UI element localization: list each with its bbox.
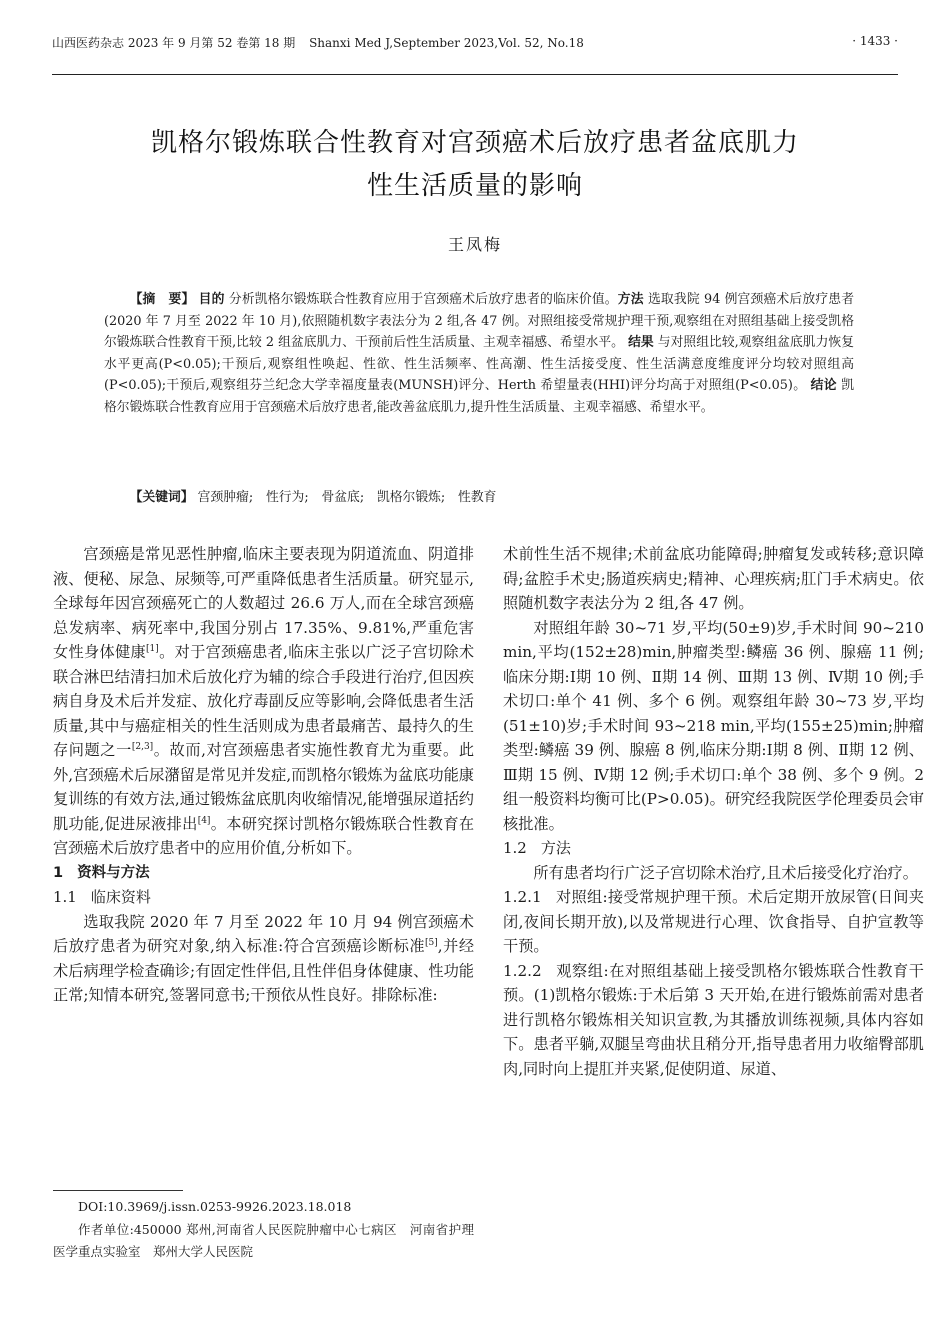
- left-column: [53, 542, 474, 1008]
- intro-paragraph: [53, 542, 474, 861]
- methods-paragraph: 所有患者均行广泛子宫切除术治疗,且术后接受化疗治疗。: [533, 863, 918, 882]
- section-1-1-heading: [53, 885, 474, 910]
- doi-footnote: [53, 1196, 474, 1218]
- clinical-paragraph: [53, 910, 474, 1008]
- results-label: 结果: [628, 335, 654, 351]
- citation-3: [4]: [197, 815, 211, 826]
- keywords-text: 宫颈肿瘤; 性行为; 骨盆底; 凯格尔锻炼; 性教育: [197, 490, 497, 505]
- section-1-heading: [53, 861, 474, 886]
- intro-text-d: 。本研究探讨凯格尔锻炼联合性教育在宫颈癌术后放疗患者中的应用价值,分析如下。: [53, 814, 475, 857]
- section-1-2-title: 方法: [540, 839, 571, 857]
- section-1-title: 资料与方法: [77, 864, 150, 881]
- section-1-2-1: [503, 885, 924, 959]
- section-1-2-number: 1.2: [503, 839, 527, 857]
- results-text: 与对照组比较,观察组盆底肌力恢复水平更高(P<0.05);干预后,观察组性唤起、性欲、性生活频率、性高潮、性生活接受度、性生活满意度维度评分均较对照组高(P<0.05);干预后,观察组芬兰纪念大学幸福度量表(MUNSH)评分、Herth 希望量表(HHI)评分均高于对照组(P<0.05)。: [104, 335, 854, 394]
- section-1-2-2: [503, 959, 924, 1082]
- methods-text: 选取我院 94 例宫颈癌术后放疗患者(2020 年 7 月至 2022 年 10 月),依照随机数字表法分为 2 组,各 47 例。对照组接受常规护理干预,观察组在对照组基础上接受凯格尔锻炼联合性教育干预,比较 2 组盆底肌力、干预前后性生活质量、主观幸福感、希望水平。: [104, 292, 855, 351]
- intro-text-b: 。对于宫颈癌患者,临床主张以广泛子宫切除术联合淋巴结清扫加术后放化疗为辅的综合手段进行治疗,但因疾病自身及术后并发症、放化疗毒副反应等影响,会降低患者生活质量,其中与癌症相关的性生活则成为患者最痛苦、最持久的生存问题之一: [53, 643, 475, 759]
- section-1-1-title: 临床资料: [90, 888, 151, 906]
- section-1-number: 1: [53, 864, 64, 881]
- objective-text: 分析凯格尔锻炼联合性教育应用于宫颈癌术后放疗患者的临床价值。: [228, 292, 618, 307]
- title-line-1: 凯格尔锻炼联合性教育对宫颈癌术后放疗患者盆底肌力: [150, 128, 799, 158]
- journal-cn: 山西医药杂志 2023 年 9 月第 52 卷第 18 期: [52, 36, 296, 50]
- journal-info: [52, 34, 594, 51]
- section-1-1-number: 1.1: [53, 888, 77, 906]
- article-title: [60, 122, 890, 208]
- clinical-text-b: ,并经术后病理学检查确诊;有固定性伴侣,且性伴侣身体健康、性功能正常;知情本研究,签署同意书;干预依从性良好。排除标准:: [53, 937, 475, 1004]
- clinical-text-a: 选取我院 2020 年 7 月至 2022 年 10 月 94 例宫颈癌术后放疗患者为研究对象,纳入标准:符合宫颈癌诊断标准: [53, 912, 474, 955]
- groups-paragraph: 对照组年龄 30~71 岁,平均(50±9)岁,手术时间 90~210 min,平均(152±28)min,肿瘤类型:鳞癌 36 例、腺癌 11 例;临床分期:Ⅰ期 10 例、Ⅱ期 14 例、Ⅲ期 13 例、Ⅳ期 10 例;手术切口:单个 41 例、多个 6 例。观察组年龄 30~73 岁,平均(51±10)岁;手术时间 93~218 min,平均(155±25)min;肿瘤类型:鳞癌 39 例、腺癌 8 例,临床分期:Ⅰ期 8 例、Ⅱ期 12 例、Ⅲ期 15 例、Ⅳ期 12 例;手术切口:单个 38 例、多个 9 例。2 组一般资料均衡可比(P>0.05)。研究经我院医学伦理委员会审核批准。: [503, 618, 924, 833]
- methods-label: 方法: [617, 292, 644, 307]
- keywords: [104, 487, 854, 509]
- section-1-2-1-number: 1.2.1: [503, 888, 542, 906]
- objective-label: 目的: [198, 292, 225, 307]
- affiliation-footnote: 作者单位:450000 郑州,河南省人民医院肿瘤中心七病区 河南省护理医学重点实验室 郑州大学人民医院: [53, 1222, 474, 1259]
- title-line-2: 性生活质量的影响: [366, 171, 583, 201]
- right-column: [503, 542, 924, 1081]
- running-header: [52, 34, 898, 75]
- section-1-2-2-number: 1.2.2: [503, 961, 542, 980]
- conclusion-text: 凯格尔锻炼联合性教育应用于宫颈癌术后放疗患者,能改善盆底肌力,提升性生活质量、主观幸福感、希望水平。: [104, 378, 854, 415]
- author-name: 王凤梅: [447, 235, 502, 254]
- citation-2: [2,3]: [131, 741, 154, 752]
- section-1-2-1-text: 对照组:接受常规护理干预。术后定期开放尿管(日间夹闭,夜间长期开放),以及常规进行心理、饮食指导、自护宣教等干预。: [503, 888, 924, 955]
- footnote-rule: [53, 1190, 183, 1191]
- keywords-label: 【关键词】: [129, 490, 194, 505]
- abstract: [104, 289, 854, 419]
- intro-text-a: 宫颈癌是常见恶性肿瘤,临床主要表现为阴道流血、阴道排液、便秘、尿急、尿频等,可严重降低患者生活质量。研究显示,全球每年因宫颈癌死亡的人数超过 26.6 万人,而在全球宫颈癌总发病率、病死率中,我国分别占 17.35%、9.81%,严重危害女性身体健康: [53, 545, 474, 661]
- abstract-label: 【摘 要】: [129, 292, 195, 307]
- citation-1: [1]: [146, 643, 159, 654]
- page-number: · 1433 ·: [852, 34, 898, 48]
- conclusion-label: 结论: [810, 378, 837, 394]
- exclusion-paragraph: 术前性生活不规律;术前盆底功能障碍;肿瘤复发或转移;意识障碍;盆腔手术史;肠道疾病史;精神、心理疾病;肛门手术病史。依照随机数字表法分为 2 组,各 47 例。: [503, 545, 924, 612]
- section-1-2-2-text: 观察组:在对照组基础上接受凯格尔锻炼联合性教育干预。(1)凯格尔锻炼:于术后第 3 天开始,在进行锻炼前需对患者进行凯格尔锻炼相关知识宣教,为其播放训练视频,具体内容如下。患者平躺,双腿呈弯曲状且稍分开,指导患者用力收缩臀部肌肉,同时向上提肛并夹紧,促使阴道、尿道、: [503, 961, 924, 1078]
- citation-5: [5]: [425, 937, 438, 948]
- section-1-2-heading: [503, 836, 924, 861]
- journal-en: Shanxi Med J,September 2023,Vol. 52, No.18: [309, 36, 584, 50]
- doi-text: DOI:10.3969/j.issn.0253-9926.2023.18.018: [78, 1199, 352, 1214]
- intro-text-c: 。故而,对宫颈癌患者实施性教育尤为重要。此外,宫颈癌术后尿潴留是常见并发症,而凯格尔锻炼为盆底功能康复训练的有效方法,通过锻炼盆底肌肉收缩情况,能增强尿道括约肌功能,促进尿液排出: [53, 741, 475, 833]
